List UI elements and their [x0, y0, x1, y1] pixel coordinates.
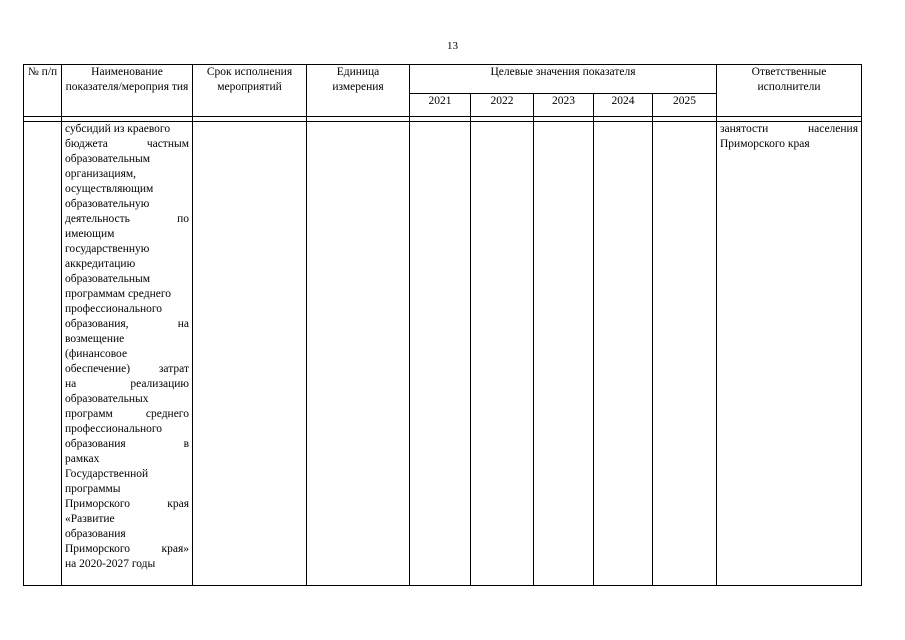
name-line: на реализацию [65, 378, 189, 390]
header-year-2021: 2021 [410, 94, 471, 117]
name-line: организациям, [65, 168, 137, 180]
name-line: бюджета частным [65, 138, 189, 150]
name-line: обеспечение) затрат [65, 363, 189, 375]
cell-number [24, 122, 62, 586]
cell-responsible [717, 122, 862, 586]
header-year-2023: 2023 [534, 94, 594, 117]
header-deadline: Срок исполнения мероприятий [193, 65, 307, 117]
name-line: образования в [65, 438, 189, 450]
name-line: Приморского края» [65, 543, 189, 555]
responsible-line: занятости населения [720, 123, 858, 135]
header-year-2024: 2024 [594, 94, 653, 117]
name-line: возмещение [65, 333, 125, 345]
name-line: Приморского края [65, 498, 189, 510]
name-line: субсидий из краевого [65, 123, 171, 135]
header-number: № п/п [24, 65, 62, 117]
name-line: образовательную [65, 198, 150, 210]
name-line: рамках [65, 453, 100, 465]
name-line: Государственной [65, 468, 149, 480]
name-line: образовательным [65, 273, 151, 285]
name-line: на 2020-2027 годы [65, 558, 156, 570]
table-row [24, 122, 862, 586]
header-target-values: Целевые значения показателя [410, 65, 717, 94]
page-number: 13 [447, 40, 458, 52]
header-responsible: Ответственные исполнители [717, 65, 862, 117]
cell-2021 [410, 122, 471, 586]
cell-2022 [471, 122, 534, 586]
name-line: аккредитацию [65, 258, 136, 270]
name-line: профессионального [65, 303, 163, 315]
name-line: осуществляющим [65, 183, 154, 195]
header-name: Наименование показателя/мероприя тия [62, 65, 193, 117]
cell-name [62, 122, 193, 586]
cell-2024 [594, 122, 653, 586]
cell-2025 [653, 122, 717, 586]
cell-unit [307, 122, 410, 586]
header-year-2022: 2022 [471, 94, 534, 117]
cell-2023 [534, 122, 594, 586]
cell-deadline [193, 122, 307, 586]
name-line: государственную [65, 243, 150, 255]
name-line: (финансовое [65, 348, 128, 360]
name-line: образовательным [65, 153, 151, 165]
responsible-line: Приморского края [720, 138, 810, 150]
name-line: профессионального [65, 423, 163, 435]
name-line: «Развитие [65, 513, 115, 525]
name-line: образования [65, 528, 126, 540]
name-line: программы [65, 483, 121, 495]
name-line: программ среднего [65, 408, 189, 420]
name-line: деятельность по [65, 213, 189, 225]
indicators-table [23, 64, 862, 586]
name-line: имеющим [65, 228, 115, 240]
name-line: образования, на [65, 318, 189, 330]
header-year-2025: 2025 [653, 94, 717, 117]
name-text [65, 122, 189, 572]
name-line: образовательных [65, 393, 149, 405]
name-line: программам среднего [65, 288, 172, 300]
header-unit: Единица измерения [307, 65, 410, 117]
